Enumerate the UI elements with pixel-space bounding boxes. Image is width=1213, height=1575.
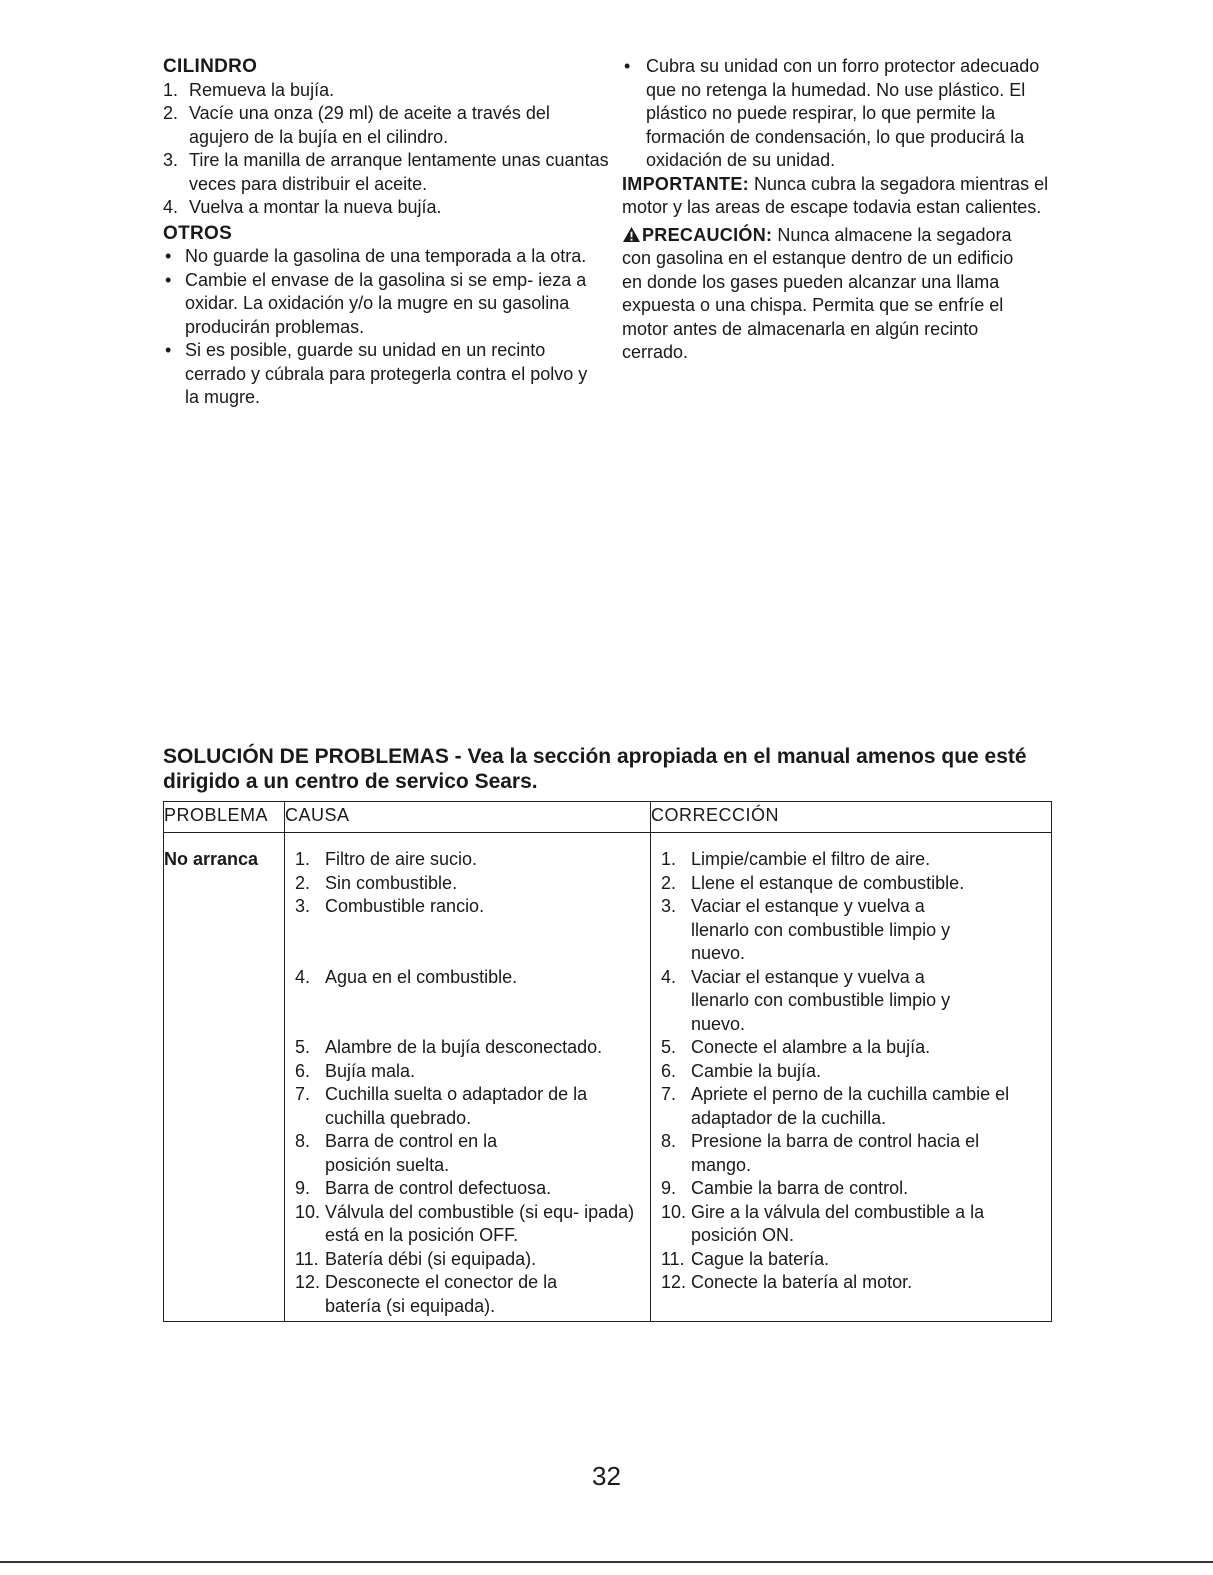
step-number: 4. [163,197,179,217]
cause-number: 3. [295,896,311,916]
list-item [163,245,595,269]
otros-heading: OTROS [163,222,233,244]
list-item [285,1177,650,1201]
correction-text: Conecte el alambre a la bujía. [691,1037,931,1057]
list-item [285,1271,575,1318]
list-item [651,1036,1051,1060]
bullet-icon: • [165,269,172,290]
list-item [285,1083,595,1130]
correction-number: 2. [661,872,677,893]
step-text: Vuelva a montar la nueva bujía. [189,197,442,217]
list-item [285,1060,650,1084]
right-column [622,55,1062,365]
cause-number: 11. [295,1248,319,1269]
step-text: Vacíe una onza (29 ml) de aceite a través del agujero de la bujía en el cilindro. [189,103,550,147]
bullet-text: No guarde la gasolina de una temporada a la otra. [185,246,587,266]
correction-text: Vaciar el estanque y vuelva a llenarlo con combustible limpio y nuevo. [691,966,951,1034]
cause-number: 10. [295,1201,321,1222]
problem-cell: No arranca [164,833,285,1322]
list-item [285,848,650,872]
causes-list [285,848,650,1318]
correction-text: Apriete el perno de la cuchilla cambie el adaptador de la cuchilla. [691,1084,1010,1128]
list-item [285,872,650,896]
spacer [285,989,650,1013]
list-item [651,1060,1051,1084]
troubleshooting-table [163,801,1052,1322]
list-item [651,1083,1051,1130]
header-problema: PROBLEMA [164,802,285,833]
list-item [285,1036,650,1060]
cause-text: Cuchilla suelta o adaptador de la cuchilla quebrado. [325,1084,588,1128]
list-item [622,55,1056,173]
cause-number: 6. [295,1060,311,1081]
correction-number: 1. [661,849,677,869]
list-item [651,1177,1051,1201]
corrections-list [651,848,1051,1295]
cause-number: 2. [295,872,311,893]
step-text: Remueva la bujía. [189,79,335,100]
cause-number: 8. [295,1131,311,1151]
cause-text: Válvula del combustible (si equ- ipada) está en la posición OFF. [325,1201,635,1245]
bullet-icon: • [624,56,631,76]
step-number: 3. [163,150,179,170]
bullet-text: Si es posible, guarde su unidad en un recinto cerrado y cúbrala para protegerla contra el polvo y la mugre. [185,340,588,407]
spacer [285,919,650,943]
precaucion-text: Nunca almacene la segadora con gasolina en el estanque dentro de un edificio en donde los gases pueden alcanzar una llama expuesta o una chispa. Permita que se enfríe el motor antes de almacenarla en algún recinto cerrado. [622,224,1014,362]
list-item [285,1248,650,1272]
corrections-cell [651,833,1052,1322]
cause-number: 4. [295,966,311,987]
correction-number: 9. [661,1178,677,1198]
list-item [163,149,629,196]
list-item [651,848,1051,872]
spacer [285,1013,650,1037]
cilindro-heading: CILINDRO [163,56,258,77]
warning-triangle-icon [622,226,641,243]
troubleshooting-title: SOLUCIÓN DE PROBLEMAS - Vea la sección apropiada en el manual amenos que esté dirigido a un centro de servico Sears. [163,745,1027,793]
cilindro-steps [163,79,609,220]
precaucion-label: PRECAUCIÓN: [642,224,773,245]
table-row [164,833,1052,1322]
cause-number: 1. [295,849,311,869]
bullet-icon: • [165,246,172,266]
bullet-text: Cambie el envase de la gasolina si se emp- ieza a oxidar. La oxidación y/o la mugre en su gasolina producirán problemas. [185,269,587,337]
list-item [285,1130,555,1177]
list-item [163,269,595,340]
correction-text: Cambie la barra de control. [691,1178,909,1198]
correction-number: 7. [661,1084,677,1104]
importante-label: IMPORTANTE: [622,173,749,194]
cause-text: Barra de control en la posición suelta. [325,1131,498,1175]
left-column [163,55,609,410]
bullet-text: Cubra su unidad con un forro protector adecuado que no retenga la humedad. No use plástico. El plástico no puede respirar, lo que permite la formación de condensación, lo que producirá la oxidación de su unidad. [646,56,1040,170]
step-number: 2. [163,103,179,123]
cause-number: 12. [295,1272,321,1292]
correction-text: Cambie la bujía. [691,1060,822,1081]
table-header-row [164,802,1052,833]
header-causa: CAUSA [285,802,651,833]
list-item [285,966,650,990]
list-item [163,79,409,103]
list-item [163,196,598,220]
cause-text: Filtro de aire sucio. [325,849,478,869]
bullet-icon: • [165,340,172,360]
correction-text: Cague la batería. [691,1248,830,1269]
cause-text: Desconecte el conector de la batería (si equipada). [325,1272,558,1316]
correction-number: 8. [661,1131,677,1151]
correction-number: 5. [661,1037,677,1057]
step-text: Tire la manilla de arranque lentamente unas cuantas veces para distribuir el aceite. [189,150,609,194]
cause-number: 9. [295,1178,311,1198]
correction-number: 12. [661,1272,687,1292]
cause-text: Sin combustible. [325,872,458,893]
correction-text: Conecte la batería al motor. [691,1272,913,1292]
cause-text: Alambre de la bujía desconectado. [325,1037,603,1057]
correction-text: Gire a la válvula del combustible a la posición ON. [691,1201,985,1245]
page-number: 32 [592,1461,621,1491]
list-item [651,1130,1001,1177]
cause-number: 5. [295,1037,311,1057]
correction-text: Limpie/cambie el filtro de aire. [691,849,931,869]
correction-text: Llene el estanque de combustible. [691,872,965,893]
cause-text: Agua en el combustible. [325,966,518,987]
correction-number: 6. [661,1060,677,1081]
cause-number: 7. [295,1084,311,1104]
cause-text: Batería débi (si equipada). [325,1248,537,1269]
importante-note [622,173,1052,220]
correction-text: Vaciar el estanque y vuelva a llenarlo con combustible limpio y nuevo. [691,896,951,963]
list-item [651,895,981,966]
step-number: 1. [163,79,179,100]
list-item [651,1201,1031,1248]
cause-text: Combustible rancio. [325,896,485,916]
list-item [285,895,650,919]
spacer [285,942,650,966]
importante-text: Nunca cubra la segadora mientras el motor y las areas de escape todavia estan calientes. [622,173,1049,217]
list-item [651,1271,1051,1295]
correction-number: 4. [661,966,677,987]
cause-text: Bujía mala. [325,1060,416,1081]
storage-bullets [622,55,1062,173]
list-item [651,872,1051,896]
list-item [285,1201,650,1248]
correction-text: Presione la barra de control hacia el mango. [691,1131,980,1175]
precaucion-note [622,224,1037,365]
causes-cell [285,833,651,1322]
cause-text: Barra de control defectuosa. [325,1178,552,1198]
list-item [651,1248,1051,1272]
bottom-rule [0,1561,1213,1563]
otros-bullets [163,245,598,410]
correction-number: 3. [661,896,677,916]
list-item [163,102,551,149]
list-item [163,339,605,410]
header-correccion: CORRECCIÓN [651,802,1052,833]
correction-number: 10. [661,1201,687,1222]
list-item [651,966,981,1037]
correction-number: 11. [661,1248,685,1269]
